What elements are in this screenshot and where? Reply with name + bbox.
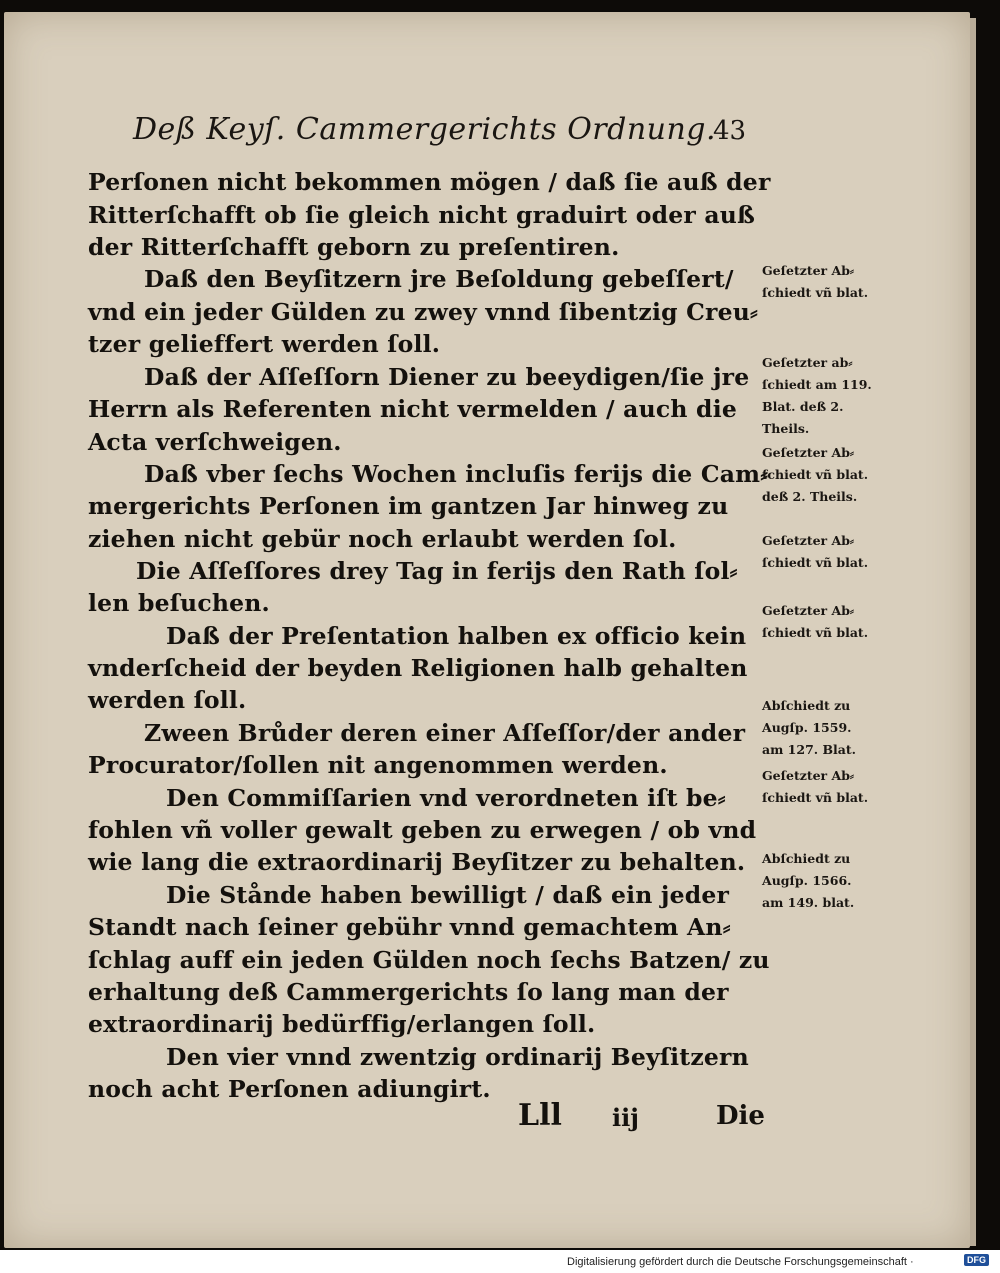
text-line: Perſonen nicht bekommen mögen / daß ſie auß der xyxy=(88,168,771,196)
text-line: Daß vber ſechs Wochen incluſis ferijs die Cam⸗ xyxy=(144,460,769,488)
text-line: ſchlag auff ein jeden Gülden noch ſechs Batzen/ zu xyxy=(88,946,770,974)
margin-note: Geſetzter Ab⸗ ſchiedt vñ blat. xyxy=(762,533,869,570)
text-line: ziehen nicht gebür noch erlaubt werden ſol. xyxy=(88,525,677,553)
text-line: len beſuchen. xyxy=(88,589,270,617)
text-line: Daß den Beyſitzern jre Beſoldung gebeſſert/ xyxy=(144,265,734,293)
text-line: fohlen vñ voller gewalt geben zu erwegen / ob vnd xyxy=(88,816,757,844)
catchword: Die xyxy=(716,1101,765,1131)
margin-note: Geſetzter Ab⸗ ſchiedt vñ blat. xyxy=(762,603,869,640)
text-line: vnd ein jeder Gülden zu zwey vnnd ſibentzig Creu⸗ xyxy=(88,298,759,326)
text-line: Den Commiſſarien vnd verordneten iſt be⸗ xyxy=(166,784,726,812)
text-line: Zween Brůder deren einer Aſſeſſor/der ander xyxy=(144,719,746,747)
text-line: der Ritterſchafft geborn zu preſentiren. xyxy=(88,233,620,261)
dfg-logo: DFG xyxy=(964,1254,989,1266)
text-line: Die Stånde haben bewilligt / daß ein jeder xyxy=(166,881,730,909)
margin-note: Geſetzter ab⸗ ſchiedt am 119. Blat. deß 2. Theils. xyxy=(762,355,872,436)
margin-note: Geſetzter Ab⸗ ſchiedt vñ blat. xyxy=(762,263,869,300)
margin-note: Geſetzter Ab⸗ ſchiedt vñ blat. deß 2. Theils. xyxy=(762,445,869,504)
text-line: Ritterſchafft ob ſie gleich nicht graduirt oder auß xyxy=(88,201,756,229)
page-edge xyxy=(970,18,976,1246)
digitization-credit: Digitalisierung gefördert durch die Deutsche Forschungsgemeinschaft · xyxy=(567,1256,914,1268)
text-line: werden ſoll. xyxy=(88,686,247,714)
text-line: vnderſcheid der beyden Religionen halb gehalten xyxy=(88,654,748,682)
text-line: tzer gelieffert werden ſoll. xyxy=(88,330,441,358)
text-line: Daß der Aſſeſſorn Diener zu beeydigen/ſie jre xyxy=(144,363,750,391)
text-line: wie lang die extraordinarij Beyſitzer zu behalten. xyxy=(88,848,746,876)
running-header xyxy=(133,112,747,147)
text-line: noch acht Perſonen adiungirt. xyxy=(88,1075,491,1103)
running-title: Deß Keyſ. Cammergerichts Ordnung. xyxy=(133,112,717,147)
margin-note: Abſchiedt zu Augſp. 1566. am 149. blat. xyxy=(762,851,855,910)
text-line: extraordinarij bedürffig/erlangen ſoll. xyxy=(88,1010,596,1038)
text-line: Den vier vnnd zwentzig ordinarij Beyſitzern xyxy=(166,1043,749,1071)
text-line: Herrn als Referenten nicht vermelden / auch die xyxy=(88,395,737,423)
margin-note: Abſchiedt zu Augſp. 1559. am 127. Blat. xyxy=(762,698,857,757)
text-line: Standt nach ſeiner gebühr vnnd gemachtem An⸗ xyxy=(88,913,731,941)
signature-number: iij xyxy=(612,1103,639,1132)
text-line: Procurator/ſollen nit angenommen werden. xyxy=(88,751,668,779)
page-number: 43 xyxy=(713,116,747,146)
text-line: Die Aſſeſſores drey Tag in ferijs den Rath ſol⸗ xyxy=(136,557,738,585)
signature-mark: Lll xyxy=(518,1098,562,1133)
text-line: Daß der Preſentation halben ex officio kein xyxy=(166,622,747,650)
text-line: mergerichts Perſonen im gantzen Jar hinweg zu xyxy=(88,492,729,520)
margin-note: Geſetzter Ab⸗ ſchiedt vñ blat. xyxy=(762,768,869,805)
text-line: Acta verſchweigen. xyxy=(88,428,342,456)
text-line: erhaltung deß Cammergerichts ſo lang man der xyxy=(88,978,729,1006)
